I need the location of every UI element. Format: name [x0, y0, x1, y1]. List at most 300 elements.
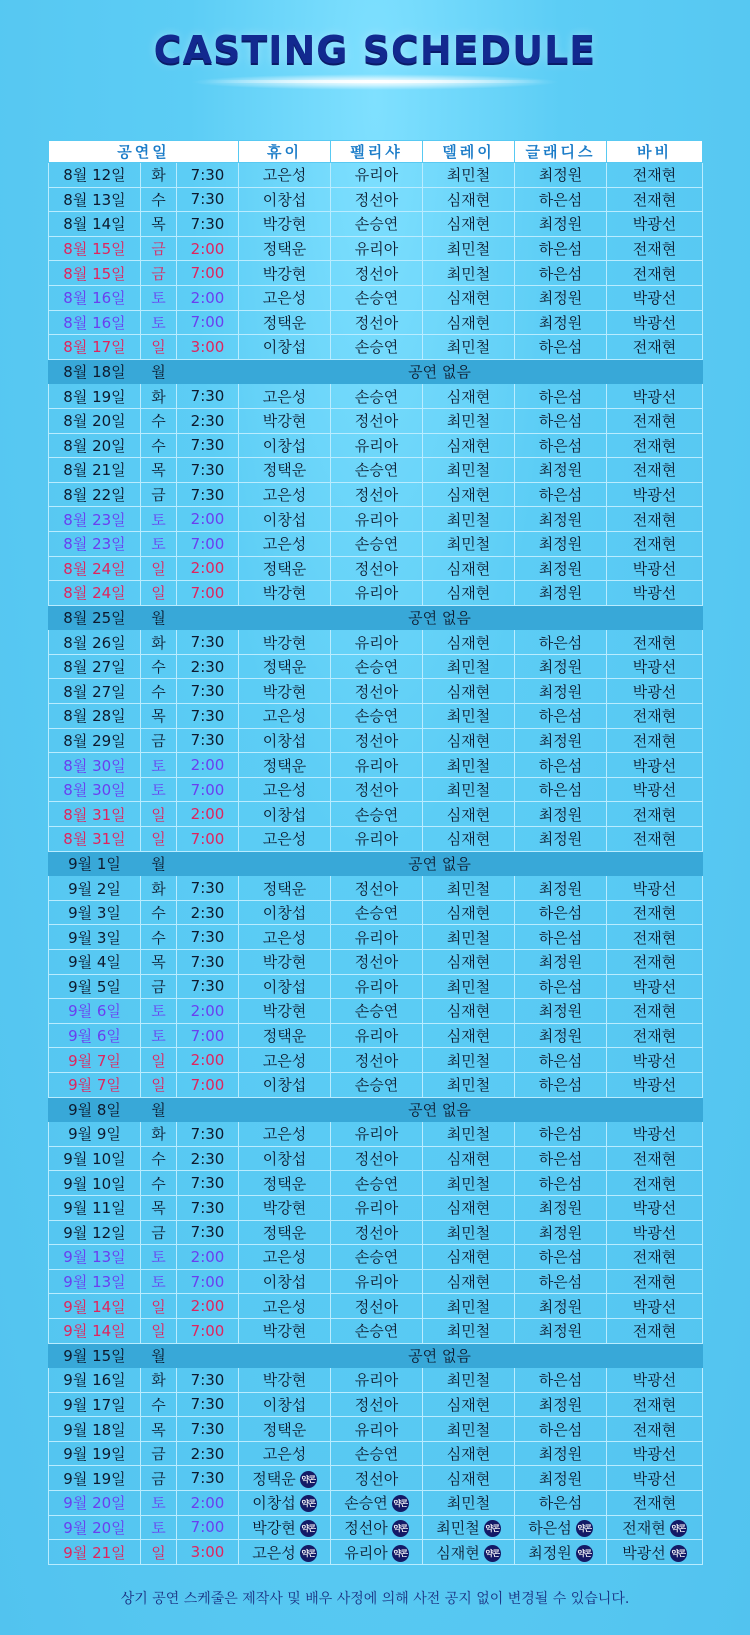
actor-name: 하은섬	[538, 756, 583, 775]
date-cell: 8월 15일	[49, 236, 141, 261]
cast-cell-felicia	[331, 433, 423, 458]
time-cell: 7:00	[177, 1515, 239, 1540]
actor-name: 전재현	[632, 461, 677, 480]
actor-name: 최정원	[538, 1199, 583, 1218]
cast-cell-felicia	[331, 1245, 423, 1270]
header-role-gladys: 글래디스	[515, 141, 607, 163]
cast-cell-bobby	[607, 482, 703, 507]
cast-cell-huey	[239, 335, 331, 360]
actor-name: 정선아	[354, 781, 399, 800]
cast-cell-bobby	[607, 433, 703, 458]
cast-cell-felicia	[331, 1466, 423, 1491]
date-cell: 9월 6일	[49, 1023, 141, 1048]
actor-name: 하은섬	[538, 1248, 583, 1267]
cast-cell-delray	[423, 581, 515, 606]
actor-name: 전재현	[632, 1174, 677, 1193]
schedule-row	[49, 1466, 703, 1491]
actor-name: 전재현	[632, 166, 677, 185]
actor-name: 고은성	[262, 928, 307, 947]
cast-cell-gladys	[515, 654, 607, 679]
cast-cell-delray	[423, 1245, 515, 1270]
date-cell: 9월 5일	[49, 974, 141, 999]
cast-cell-huey	[239, 163, 331, 188]
date-cell: 8월 31일	[49, 827, 141, 852]
actor-name: 손승연	[354, 1322, 399, 1341]
actor-name: 고은성	[262, 781, 307, 800]
time-cell: 7:30	[177, 950, 239, 975]
actor-name: 전재현	[622, 1518, 666, 1537]
actor-name: 심재현	[446, 1150, 491, 1169]
cast-cell-bobby	[607, 335, 703, 360]
cast-cell-delray	[423, 408, 515, 433]
cast-cell-bobby	[607, 1269, 703, 1294]
actor-name: 손승연	[354, 904, 399, 923]
cast-cell-gladys	[515, 482, 607, 507]
cast-cell-huey	[239, 187, 331, 212]
actor-name: 하은섬	[538, 1420, 583, 1439]
actor-name: 최민철	[446, 1223, 491, 1242]
cast-cell-huey	[239, 1072, 331, 1097]
actor-name: 이창섭	[262, 731, 307, 750]
cast-cell-bobby	[607, 728, 703, 753]
title-glow-line	[205, 80, 545, 83]
cast-cell-gladys	[515, 408, 607, 433]
date-cell: 8월 17일	[49, 335, 141, 360]
schedule-row	[49, 236, 703, 261]
date-cell: 9월 14일	[49, 1294, 141, 1319]
cast-cell-huey	[239, 1122, 331, 1147]
actor-name: 전재현	[632, 1150, 677, 1169]
time-cell: 3:00	[177, 335, 239, 360]
cast-cell-felicia	[331, 335, 423, 360]
cast-cell-huey	[239, 1048, 331, 1073]
cast-cell-felicia	[331, 630, 423, 655]
time-cell: 3:00	[177, 1540, 239, 1565]
time-cell: 7:00	[177, 531, 239, 556]
cast-cell-gladys	[515, 728, 607, 753]
cast-cell-bobby	[607, 950, 703, 975]
schedule-row	[49, 1515, 703, 1540]
schedule-row	[49, 679, 703, 704]
cast-cell-huey	[239, 384, 331, 409]
actor-name: 최민철	[446, 1125, 491, 1144]
day-cell: 토	[141, 999, 177, 1024]
cast-cell-delray	[423, 802, 515, 827]
cast-cell-delray	[423, 433, 515, 458]
special-show-badge: 약콘	[670, 1520, 687, 1537]
cast-cell-felicia	[331, 531, 423, 556]
time-cell: 2:00	[177, 236, 239, 261]
actor-name: 최정원	[538, 535, 583, 554]
special-show-badge: 약콘	[300, 1495, 317, 1512]
actor-name: 손승연	[354, 338, 399, 357]
cast-cell-huey	[239, 1540, 331, 1565]
actor-name: 전재현	[632, 510, 677, 529]
actor-name: 박광선	[622, 1543, 666, 1562]
actor-name: 박강현	[262, 1322, 307, 1341]
cast-cell-delray	[423, 999, 515, 1024]
date-cell: 9월 6일	[49, 999, 141, 1024]
cast-cell-delray	[423, 556, 515, 581]
cast-cell-huey	[239, 1023, 331, 1048]
actor-name: 이창섭	[262, 190, 307, 209]
cast-cell-bobby	[607, 285, 703, 310]
actor-name: 박광선	[632, 1297, 677, 1316]
cast-cell-delray	[423, 728, 515, 753]
date-cell: 8월 23일	[49, 531, 141, 556]
actor-name: 유리아	[354, 240, 399, 259]
actor-name: 심재현	[446, 1027, 491, 1046]
schedule-row	[49, 925, 703, 950]
cast-cell-felicia	[331, 1146, 423, 1171]
date-cell: 8월 14일	[49, 212, 141, 237]
actor-name: 전재현	[632, 412, 677, 431]
actor-name: 유리아	[354, 928, 399, 947]
date-cell: 8월 22일	[49, 482, 141, 507]
actor-name: 유리아	[354, 1371, 399, 1390]
schedule-row	[49, 556, 703, 581]
actor-name: 심재현	[446, 1395, 491, 1414]
actor-name: 최민철	[446, 928, 491, 947]
cast-cell-huey	[239, 236, 331, 261]
actor-name: 전재현	[632, 904, 677, 923]
date-cell: 9월 15일	[49, 1343, 141, 1368]
actor-name: 심재현	[446, 633, 491, 652]
schedule-table	[48, 140, 703, 1565]
actor-name: 박광선	[632, 879, 677, 898]
cast-cell-huey	[239, 974, 331, 999]
cast-cell-felicia	[331, 384, 423, 409]
cast-cell-felicia	[331, 827, 423, 852]
cast-cell-bobby	[607, 1245, 703, 1270]
schedule-row	[49, 335, 703, 360]
date-cell: 8월 29일	[49, 728, 141, 753]
day-cell: 월	[141, 1343, 177, 1368]
date-cell: 9월 21일	[49, 1540, 141, 1565]
actor-name: 정선아	[354, 412, 399, 431]
day-cell: 화	[141, 1122, 177, 1147]
cast-cell-huey	[239, 285, 331, 310]
schedule-row	[49, 704, 703, 729]
header-role-huey: 휴이	[239, 141, 331, 163]
actor-name: 최정원	[538, 1322, 583, 1341]
actor-name: 최민철	[446, 240, 491, 259]
date-cell: 8월 31일	[49, 802, 141, 827]
actor-name: 전재현	[632, 928, 677, 947]
cast-cell-huey	[239, 925, 331, 950]
actor-name: 하은섬	[538, 436, 583, 455]
time-cell: 2:30	[177, 654, 239, 679]
actor-name: 고은성	[262, 1125, 307, 1144]
actor-name: 정선아	[354, 313, 399, 332]
actor-name: 심재현	[446, 559, 491, 578]
time-cell: 7:30	[177, 1122, 239, 1147]
cast-cell-felicia	[331, 236, 423, 261]
actor-name: 최정원	[538, 682, 583, 701]
cast-cell-gladys	[515, 261, 607, 286]
actor-name: 박광선	[632, 559, 677, 578]
cast-cell-huey	[239, 827, 331, 852]
actor-name: 하은섬	[538, 1174, 583, 1193]
cast-cell-huey	[239, 1441, 331, 1466]
cast-cell-gladys	[515, 458, 607, 483]
day-cell: 목	[141, 212, 177, 237]
actor-name: 고은성	[262, 1297, 307, 1316]
actor-name: 전재현	[632, 1002, 677, 1021]
schedule-row	[49, 507, 703, 532]
actor-name: 유리아	[354, 166, 399, 185]
cast-cell-felicia	[331, 556, 423, 581]
cast-cell-gladys	[515, 1269, 607, 1294]
cast-cell-delray	[423, 654, 515, 679]
cast-cell-huey	[239, 777, 331, 802]
actor-name: 이창섭	[262, 338, 307, 357]
date-cell: 9월 11일	[49, 1195, 141, 1220]
day-cell: 월	[141, 1097, 177, 1122]
cast-cell-bobby	[607, 876, 703, 901]
actor-name: 손승연	[354, 387, 399, 406]
special-show-badge: 약콘	[300, 1520, 317, 1537]
date-cell: 8월 15일	[49, 261, 141, 286]
actor-name: 정택운	[262, 879, 307, 898]
special-show-badge: 약콘	[392, 1545, 409, 1562]
cast-cell-delray	[423, 236, 515, 261]
day-cell: 토	[141, 1023, 177, 1048]
time-cell: 2:00	[177, 556, 239, 581]
day-cell: 화	[141, 630, 177, 655]
cast-cell-felicia	[331, 261, 423, 286]
cast-cell-delray	[423, 384, 515, 409]
actor-name: 손승연	[354, 535, 399, 554]
schedule-row	[49, 950, 703, 975]
cast-cell-gladys	[515, 1146, 607, 1171]
actor-name: 최민철	[446, 1051, 491, 1070]
cast-cell-delray	[423, 704, 515, 729]
actor-name: 전재현	[632, 190, 677, 209]
actor-name: 심재현	[446, 387, 491, 406]
day-cell: 금	[141, 1466, 177, 1491]
cast-cell-bobby	[607, 925, 703, 950]
actor-name: 박강현	[262, 264, 307, 283]
cast-cell-huey	[239, 1220, 331, 1245]
special-show-badge: 약콘	[670, 1545, 687, 1562]
cast-cell-huey	[239, 1368, 331, 1393]
actor-name: 정선아	[354, 953, 399, 972]
cast-cell-delray	[423, 1023, 515, 1048]
cast-cell-gladys	[515, 212, 607, 237]
actor-name: 박광선	[632, 1199, 677, 1218]
day-cell: 월	[141, 851, 177, 876]
actor-name: 고은성	[262, 707, 307, 726]
cast-cell-felicia	[331, 999, 423, 1024]
header-role-delray: 델레이	[423, 141, 515, 163]
time-cell: 7:00	[177, 261, 239, 286]
actor-name: 전재현	[632, 1322, 677, 1341]
day-cell: 금	[141, 236, 177, 261]
actor-name: 최정원	[538, 215, 583, 234]
cast-cell-delray	[423, 630, 515, 655]
actor-name: 최정원	[538, 731, 583, 750]
schedule-row	[49, 876, 703, 901]
actor-name: 최정원	[538, 1445, 583, 1464]
day-cell: 수	[141, 900, 177, 925]
page-title: CASTING SCHEDULE	[153, 28, 597, 72]
actor-name: 심재현	[446, 830, 491, 849]
cast-cell-gladys	[515, 1515, 607, 1540]
day-cell: 토	[141, 1269, 177, 1294]
time-cell: 7:00	[177, 310, 239, 335]
no-show-row	[49, 1097, 703, 1122]
cast-cell-huey	[239, 1146, 331, 1171]
actor-name: 박광선	[632, 1371, 677, 1390]
cast-cell-felicia	[331, 212, 423, 237]
day-cell: 금	[141, 728, 177, 753]
cast-cell-delray	[423, 1269, 515, 1294]
schedule-row	[49, 1540, 703, 1565]
actor-name: 박광선	[632, 682, 677, 701]
actor-name: 최민철	[446, 412, 491, 431]
cast-cell-gladys	[515, 900, 607, 925]
actor-name: 최정원	[538, 461, 583, 480]
cast-cell-gladys	[515, 1392, 607, 1417]
cast-cell-gladys	[515, 433, 607, 458]
cast-cell-delray	[423, 753, 515, 778]
actor-name: 박강현	[252, 1518, 296, 1537]
actor-name: 이창섭	[262, 805, 307, 824]
date-cell: 8월 28일	[49, 704, 141, 729]
cast-cell-huey	[239, 1491, 331, 1516]
special-show-badge: 약콘	[484, 1545, 501, 1562]
cast-cell-gladys	[515, 556, 607, 581]
cast-cell-felicia	[331, 1122, 423, 1147]
day-cell: 일	[141, 1048, 177, 1073]
actor-name: 전재현	[632, 264, 677, 283]
actor-name: 심재현	[446, 190, 491, 209]
actor-name: 박강현	[262, 412, 307, 431]
actor-name: 최정원	[528, 1543, 572, 1562]
no-show-cell: 공연 없음	[177, 851, 703, 876]
actor-name: 정택운	[262, 1174, 307, 1193]
cast-cell-gladys	[515, 704, 607, 729]
actor-name: 손승연	[354, 805, 399, 824]
cast-cell-gladys	[515, 1245, 607, 1270]
actor-name: 하은섬	[538, 977, 583, 996]
time-cell: 7:30	[177, 433, 239, 458]
actor-name: 고은성	[262, 1051, 307, 1070]
actor-name: 유리아	[354, 633, 399, 652]
cast-cell-bobby	[607, 581, 703, 606]
time-cell: 7:00	[177, 777, 239, 802]
actor-name: 유리아	[354, 977, 399, 996]
cast-cell-gladys	[515, 1171, 607, 1196]
schedule-row	[49, 1122, 703, 1147]
cast-cell-huey	[239, 261, 331, 286]
day-cell: 일	[141, 1294, 177, 1319]
actor-name: 박광선	[632, 1051, 677, 1070]
actor-name: 최민철	[446, 707, 491, 726]
actor-name: 최민철	[446, 1076, 491, 1095]
day-cell: 목	[141, 704, 177, 729]
time-cell: 7:30	[177, 728, 239, 753]
cast-cell-bobby	[607, 531, 703, 556]
actor-name: 하은섬	[538, 1273, 583, 1292]
cast-cell-gladys	[515, 1048, 607, 1073]
cast-cell-huey	[239, 802, 331, 827]
cast-cell-bobby	[607, 1122, 703, 1147]
cast-cell-delray	[423, 1515, 515, 1540]
cast-cell-delray	[423, 310, 515, 335]
cast-cell-huey	[239, 728, 331, 753]
date-cell: 9월 19일	[49, 1466, 141, 1491]
date-cell: 8월 19일	[49, 384, 141, 409]
actor-name: 유리아	[354, 1420, 399, 1439]
cast-cell-gladys	[515, 679, 607, 704]
actor-name: 박광선	[632, 584, 677, 603]
cast-cell-gladys	[515, 1466, 607, 1491]
actor-name: 손승연	[354, 707, 399, 726]
date-cell: 9월 13일	[49, 1269, 141, 1294]
cast-cell-felicia	[331, 777, 423, 802]
cast-cell-bobby	[607, 163, 703, 188]
cast-cell-huey	[239, 876, 331, 901]
actor-name: 하은섬	[538, 781, 583, 800]
time-cell: 7:30	[177, 876, 239, 901]
actor-name: 고은성	[262, 830, 307, 849]
cast-cell-gladys	[515, 163, 607, 188]
actor-name: 정택운	[262, 756, 307, 775]
actor-name: 정선아	[354, 486, 399, 505]
day-cell: 일	[141, 1540, 177, 1565]
schedule-row	[49, 1441, 703, 1466]
schedule-row	[49, 630, 703, 655]
schedule-row	[49, 1318, 703, 1343]
time-cell: 7:00	[177, 1072, 239, 1097]
actor-name: 최민철	[446, 1420, 491, 1439]
cast-cell-gladys	[515, 1023, 607, 1048]
cast-cell-felicia	[331, 1491, 423, 1516]
actor-name: 하은섬	[538, 1051, 583, 1070]
actor-name: 최민철	[446, 658, 491, 677]
cast-cell-felicia	[331, 1441, 423, 1466]
cast-cell-felicia	[331, 925, 423, 950]
actor-name: 정택운	[262, 658, 307, 677]
actor-name: 박광선	[632, 658, 677, 677]
cast-cell-delray	[423, 531, 515, 556]
cast-cell-bobby	[607, 974, 703, 999]
cast-cell-felicia	[331, 1417, 423, 1442]
actor-name: 손승연	[354, 215, 399, 234]
day-cell: 수	[141, 408, 177, 433]
cast-cell-gladys	[515, 827, 607, 852]
cast-cell-gladys	[515, 236, 607, 261]
cast-cell-huey	[239, 1245, 331, 1270]
date-cell: 8월 25일	[49, 605, 141, 630]
cast-cell-huey	[239, 433, 331, 458]
day-cell: 수	[141, 1392, 177, 1417]
time-cell: 2:30	[177, 1146, 239, 1171]
time-cell: 7:30	[177, 1417, 239, 1442]
actor-name: 정택운	[262, 461, 307, 480]
cast-cell-felicia	[331, 1023, 423, 1048]
actor-name: 박광선	[632, 215, 677, 234]
actor-name: 정선아	[354, 190, 399, 209]
schedule-row	[49, 1417, 703, 1442]
cast-cell-gladys	[515, 802, 607, 827]
actor-name: 전재현	[632, 633, 677, 652]
date-cell: 9월 18일	[49, 1417, 141, 1442]
actor-name: 정택운	[262, 1027, 307, 1046]
actor-name: 최민철	[446, 1322, 491, 1341]
